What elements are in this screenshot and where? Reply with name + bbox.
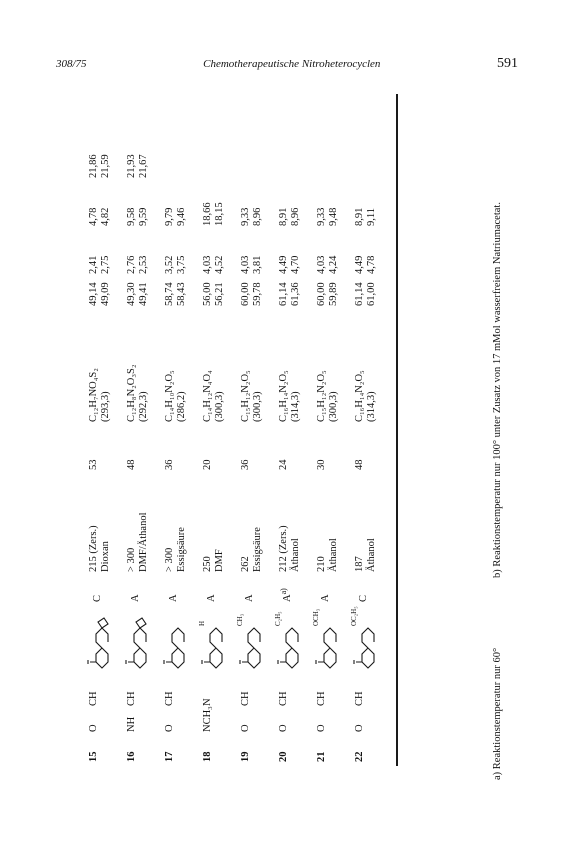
melting-point-cell [202,549,226,572]
carbon-analysis-calc: 58,74 [164,282,175,306]
nitrogen-analysis-calc: 9,33 [240,207,251,226]
hydrogen-analysis-calc: 4,03 [202,255,213,274]
carbon-analysis-found: 61,36 [290,282,301,306]
hydrogen-analysis-calc: 3,52 [164,255,175,274]
table-row [164,94,190,766]
x-substituent: O [316,724,327,732]
table-row [312,94,342,766]
carbon-analysis [126,282,150,306]
nitrogen-analysis-calc: 9,33 [316,207,327,226]
hydrogen-analysis-calc: 4,03 [240,255,251,274]
compound-number: 18 [202,751,213,762]
x-substituent: O [164,724,175,732]
molecular-formula: C₁₂H₇NO₄S₂ [88,368,99,422]
method-cell [316,594,332,602]
hydrogen-analysis [278,256,302,274]
nitrogen-analysis [202,202,226,226]
recrystallization-solvent: DMF/Äthanol [138,512,149,572]
compound-number: 20 [278,751,289,762]
melting-point-cell [126,512,150,572]
formula-cell [88,368,112,422]
hydrogen-analysis-found: 3,75 [176,255,187,274]
recrystallization-solvent: Essigsäure [252,527,263,572]
molecular-weight: (286,2) [176,391,187,422]
x-substituent: O [88,724,99,732]
formula-cell [202,370,226,422]
carbon-analysis-calc: 60,00 [240,282,251,306]
hydrogen-analysis-calc: 4,03 [316,255,327,274]
structure-substituent-label: C₂H₅ [274,611,282,626]
recrystallization-solvent: Äthanol [366,538,377,572]
carbon-analysis-calc: 49,14 [88,282,99,306]
carbon-analysis [354,282,378,306]
method-letter: A [206,594,217,602]
structure-cell [120,612,154,674]
carbon-analysis-found: 49,41 [138,282,149,306]
table-row [126,94,152,766]
y-substituent: CH [126,691,137,706]
yield-percent: 53 [88,459,99,470]
method-letter: A [282,594,293,602]
molecular-formula: C₁₄H₁₂N₄O₄ [202,370,213,422]
nitrogen-analysis-found: 9,46 [176,207,187,226]
structure-drawing [120,612,154,674]
melting-point: 210 [316,556,327,572]
y-substituent: CH [354,691,365,706]
table-row [236,94,266,766]
nitrogen-analysis-found: 9,11 [366,208,377,226]
structure-substituent-label: OCH₃ [312,608,320,626]
hydrogen-analysis-calc: 4,49 [354,255,365,274]
molecular-weight: (300,3) [214,391,225,422]
yield-percent: 24 [278,459,289,470]
y-substituent: CH [88,691,99,706]
nitrogen-analysis-found: 8,96 [290,207,301,226]
method-cell [278,588,294,602]
recrystallization-solvent: Äthanol [290,538,301,572]
yield-percent: 36 [240,459,251,470]
yield-percent: 20 [202,459,213,470]
nitrogen-analysis-calc: 8,91 [278,207,289,226]
footnote-a: a) Reaktionstemperatur nur 60° [492,647,503,780]
molecular-weight: (292,3) [138,391,149,422]
nitrogen-analysis [354,208,378,226]
formula-cell [240,370,264,422]
method-cell [164,594,180,602]
melting-point: 262 [240,556,251,572]
nitrogen-analysis-calc: 4,78 [88,207,99,226]
compound-number: 15 [88,751,99,762]
method-cell [126,594,142,602]
melting-point: > 300 [126,547,137,572]
method-cell [354,595,370,602]
molecular-weight: (314,3) [290,391,301,422]
method-letter: A [168,594,179,602]
melting-point-cell [240,527,264,572]
carbon-analysis-calc: 61,14 [354,282,365,306]
yield-percent: 30 [316,459,327,470]
molecular-formula: C₁₆H₁₄N₂O₅ [278,370,289,422]
melting-point-cell [164,527,188,572]
compound-table [84,94,384,766]
hydrogen-analysis-calc: 2,76 [126,255,137,274]
y-substituent: CH [278,691,289,706]
sulfur-analysis [88,154,112,178]
hydrogen-analysis-calc: 2,41 [88,255,99,274]
method-letter: A [244,594,255,602]
compound-number: 21 [316,751,327,762]
nitrogen-analysis-found: 9,59 [138,207,149,226]
nitrogen-analysis-found: 9,48 [328,207,339,226]
formula-cell [126,364,150,422]
yield-percent: 48 [126,459,137,470]
structure-drawing [158,612,192,674]
carbon-analysis-calc: 56,00 [202,282,213,306]
recrystallization-solvent: Essigsäure [176,527,187,572]
structure-cell [82,612,116,674]
method-letter: A [320,594,331,602]
method-letter: C [358,594,369,602]
carbon-analysis [164,282,188,306]
nitrogen-analysis [240,208,264,226]
table-row [88,94,114,766]
molecular-formula: C₁₄H₁₀N₂O₅ [164,370,175,422]
y-substituent: CH [316,691,327,706]
hydrogen-analysis [164,256,188,274]
molecular-formula: C₁₂H₈N₂O₃S₂ [126,364,137,422]
method-cell [88,595,104,602]
method-letter: C [92,594,103,602]
carbon-analysis [316,282,340,306]
carbon-analysis-found: 59,78 [252,282,263,306]
melting-point: 250 [202,556,213,572]
formula-cell [278,370,302,422]
table-row [198,94,228,766]
hydrogen-analysis-found: 4,52 [214,255,225,274]
recrystallization-solvent: Äthanol [328,538,339,572]
carbon-analysis [88,282,112,306]
carbon-analysis-calc: 61,14 [278,282,289,306]
carbon-analysis [202,282,226,306]
method-footnote-mark: a) [279,588,288,595]
molecular-weight: (314,3) [366,391,377,422]
compound-number: 22 [354,751,365,762]
nitrogen-analysis [316,208,340,226]
structure-substituent-label: CH₃ [236,613,244,626]
sulfur-analysis-calc: 21,86 [88,154,99,178]
y-substituent: N [202,698,213,706]
nitrogen-analysis [126,208,150,226]
page-header [56,56,518,76]
page-number: 591 [497,56,518,71]
nitrogen-analysis [278,208,302,226]
method-letter: A [130,594,141,602]
structure-substituent-label: H [198,620,206,626]
hydrogen-analysis-found: 2,53 [138,255,149,274]
recrystallization-solvent: Dioxan [100,541,111,572]
structure-substituent-label: OC₂H₅ [350,606,358,626]
sulfur-analysis [126,154,150,178]
melting-point: > 300 [164,547,175,572]
y-substituent: CH [164,691,175,706]
formula-cell [164,370,188,422]
nitrogen-analysis-found: 8,96 [252,207,263,226]
molecular-weight: (293,3) [100,391,111,422]
hydrogen-analysis [126,256,150,274]
sulfur-analysis-found: 21,59 [100,154,111,178]
x-substituent: O [354,724,365,732]
carbon-analysis-calc: 49,30 [126,282,137,306]
structure-cell [234,612,268,674]
hydrogen-analysis [88,256,112,274]
melting-point: 187 [354,556,365,572]
melting-point-cell [316,538,340,572]
structure-cell [158,612,192,674]
molecular-formula: C₁₆H₁₄N₂O₅ [354,370,365,422]
structure-cell [272,612,306,674]
hydrogen-analysis-found: 3,81 [252,255,263,274]
nitrogen-analysis-found: 18,15 [214,202,225,226]
nitrogen-analysis-calc: 9,58 [126,207,137,226]
structure-drawing [82,612,116,674]
sulfur-analysis-found: 21,67 [138,154,149,178]
carbon-analysis [240,282,264,306]
sulfur-analysis-calc: 21,93 [126,154,137,178]
yield-percent: 36 [164,459,175,470]
x-substituent: NCH₃ [202,706,213,732]
recrystallization-solvent: DMF [214,549,225,572]
carbon-analysis-found: 49,09 [100,282,111,306]
x-substituent: NH [126,716,137,732]
y-substituent: CH [240,691,251,706]
structure-cell [310,608,344,674]
carbon-analysis-calc: 60,00 [316,282,327,306]
formula-cell [354,370,378,422]
hydrogen-analysis [240,256,264,274]
structure-cell [348,606,382,674]
nitrogen-analysis-found: 4,82 [100,207,111,226]
footnote-b: b) Reaktionstemperatur nur 100° unter Zusatz von 17 mMol wasserfreiem Natriumacetat. [492,202,503,578]
running-title: Chemotherapeutische Nitroheterocyclen [203,58,381,70]
nitrogen-analysis-calc: 8,91 [354,207,365,226]
hydrogen-analysis-found: 4,78 [366,255,377,274]
table-row [274,94,304,766]
yield-percent: 48 [354,459,365,470]
compound-number: 19 [240,751,251,762]
method-cell [240,594,256,602]
molecular-formula: C₁₅H₁₂N₂O₅ [240,370,251,422]
hydrogen-analysis-calc: 4,49 [278,255,289,274]
melting-point-cell [278,525,302,572]
carbon-analysis-found: 59,89 [328,282,339,306]
formula-cell [316,370,340,422]
melting-point-cell [354,538,378,572]
hydrogen-analysis [202,256,226,274]
melting-point-cell [88,525,112,572]
molecular-weight: (300,3) [252,391,263,422]
melting-point: 215 (Zers.) [88,525,99,572]
nitrogen-analysis [164,208,188,226]
molecular-weight: (300,3) [328,391,339,422]
molecular-formula: C₁₅H₁₂N₂O₅ [316,370,327,422]
nitrogen-analysis-calc: 9,79 [164,207,175,226]
carbon-analysis [278,282,302,306]
hydrogen-analysis [354,256,378,274]
melting-point: 212 (Zers.) [278,525,289,572]
table-row [350,94,380,766]
x-substituent: O [278,724,289,732]
compound-number: 16 [126,751,137,762]
journal-issue: 308/75 [56,58,87,70]
nitrogen-analysis-calc: 18,66 [202,202,213,226]
carbon-analysis-found: 58,43 [176,282,187,306]
structure-cell [196,612,230,674]
x-substituent: O [240,724,251,732]
method-cell [202,594,218,602]
table-rule [396,94,398,766]
carbon-analysis-found: 61,00 [366,282,377,306]
compound-number: 17 [164,751,175,762]
hydrogen-analysis-found: 4,24 [328,255,339,274]
hydrogen-analysis-found: 4,70 [290,255,301,274]
hydrogen-analysis-found: 2,75 [100,255,111,274]
carbon-analysis-found: 56,21 [214,282,225,306]
hydrogen-analysis [316,256,340,274]
nitrogen-analysis [88,208,112,226]
